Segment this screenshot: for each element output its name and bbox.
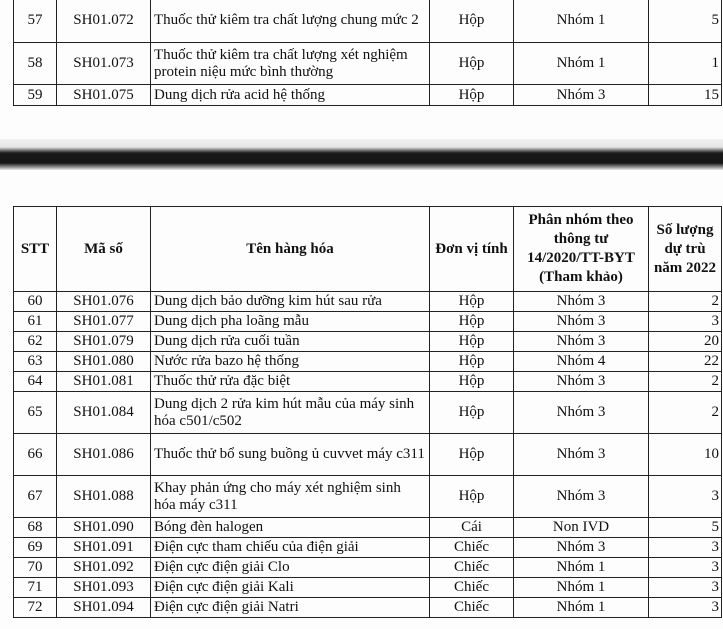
- name-cell: Dung dịch rửa cuối tuần: [151, 332, 430, 352]
- code-cell: SH01.072: [57, 0, 151, 43]
- unit-cell: Hộp: [430, 434, 514, 476]
- name-cell: Khay phản ứng cho máy xét nghiệm sinh hóa máy c311: [151, 476, 430, 518]
- group-cell: Nhóm 3: [514, 476, 649, 518]
- header-code: Mã số: [57, 207, 151, 292]
- stt-cell: 64: [14, 372, 57, 392]
- name-cell: Điện cực điện giải Kali: [151, 578, 430, 598]
- table-row: [14, 292, 722, 312]
- qty-cell: 1: [649, 43, 722, 85]
- group-cell: Nhóm 1: [514, 0, 649, 43]
- qty-cell: 10: [649, 434, 722, 476]
- table-row: [14, 85, 722, 106]
- name-cell: Dung dịch 2 rửa kim hút mẫu của máy sinh hóa c501/c502: [151, 392, 430, 434]
- code-cell: SH01.093: [57, 578, 151, 598]
- page-break-divider: [0, 139, 723, 170]
- stt-cell: 61: [14, 312, 57, 332]
- qty-cell: 22: [649, 352, 722, 372]
- stt-cell: 66: [14, 434, 57, 476]
- qty-cell: 15: [649, 85, 722, 106]
- unit-cell: Hộp: [430, 0, 514, 43]
- stt-cell: 67: [14, 476, 57, 518]
- unit-cell: Hộp: [430, 352, 514, 372]
- code-cell: SH01.080: [57, 352, 151, 372]
- name-cell: Nước rửa bazo hệ thống: [151, 352, 430, 372]
- qty-cell: 3: [649, 538, 722, 558]
- table-row: [14, 434, 722, 476]
- group-cell: Nhóm 3: [514, 292, 649, 312]
- qty-cell: 5: [649, 0, 722, 43]
- unit-cell: Hộp: [430, 392, 514, 434]
- name-cell: Dung dịch rửa acid hệ thống: [151, 85, 430, 106]
- stt-cell: 72: [14, 598, 57, 618]
- name-cell: Thuốc thử bổ sung buồng ủ cuvvet máy c311: [151, 434, 430, 476]
- code-cell: SH01.091: [57, 538, 151, 558]
- unit-cell: Hộp: [430, 292, 514, 312]
- code-cell: SH01.090: [57, 518, 151, 538]
- group-cell: Nhóm 3: [514, 538, 649, 558]
- name-cell: Thuốc thử rửa đặc biệt: [151, 372, 430, 392]
- stt-cell: 59: [14, 85, 57, 106]
- header-unit: Đơn vị tính: [430, 207, 514, 292]
- table-row: [14, 43, 722, 85]
- unit-cell: Hộp: [430, 85, 514, 106]
- qty-cell: 3: [649, 476, 722, 518]
- header-group: Phân nhóm theo thông tư 14/2020/TT-BYT (Tham khảo): [514, 207, 649, 292]
- table-header-row: [14, 207, 722, 292]
- top-continuation-table: [13, 0, 722, 106]
- stt-cell: 68: [14, 518, 57, 538]
- name-cell: Dung dịch pha loãng mẫu: [151, 312, 430, 332]
- qty-cell: 3: [649, 312, 722, 332]
- code-cell: SH01.075: [57, 85, 151, 106]
- qty-cell: 2: [649, 392, 722, 434]
- stt-cell: 63: [14, 352, 57, 372]
- table-row: [14, 392, 722, 434]
- stt-cell: 69: [14, 538, 57, 558]
- group-cell: Non IVD: [514, 518, 649, 538]
- table-row: [14, 518, 722, 538]
- table-row: [14, 312, 722, 332]
- page-top-section: [0, 0, 723, 139]
- unit-cell: Hộp: [430, 476, 514, 518]
- group-cell: Nhóm 3: [514, 434, 649, 476]
- group-cell: Nhóm 3: [514, 85, 649, 106]
- name-cell: Điện cực điện giải Clo: [151, 558, 430, 578]
- unit-cell: Hộp: [430, 372, 514, 392]
- group-cell: Nhóm 3: [514, 392, 649, 434]
- group-cell: Nhóm 3: [514, 372, 649, 392]
- qty-cell: 5: [649, 518, 722, 538]
- header-name: Tên hàng hóa: [151, 207, 430, 292]
- code-cell: SH01.081: [57, 372, 151, 392]
- code-cell: SH01.076: [57, 292, 151, 312]
- code-cell: SH01.084: [57, 392, 151, 434]
- table-row: [14, 538, 722, 558]
- table-row: [14, 0, 722, 43]
- unit-cell: Hộp: [430, 332, 514, 352]
- group-cell: Nhóm 1: [514, 598, 649, 618]
- unit-cell: Hộp: [430, 312, 514, 332]
- qty-cell: 2: [649, 292, 722, 312]
- header-stt: STT: [14, 207, 57, 292]
- goods-table: [13, 206, 722, 618]
- table-row: [14, 578, 722, 598]
- unit-cell: Cái: [430, 518, 514, 538]
- qty-cell: 3: [649, 598, 722, 618]
- stt-cell: 62: [14, 332, 57, 352]
- unit-cell: Chiếc: [430, 538, 514, 558]
- stt-cell: 60: [14, 292, 57, 312]
- code-cell: SH01.092: [57, 558, 151, 578]
- name-cell: Thuốc thử kiêm tra chất lượng xét nghiệm protein niệu mức bình thường: [151, 43, 430, 85]
- group-cell: Nhóm 1: [514, 43, 649, 85]
- name-cell: Dung dịch bảo dưỡng kim hút sau rửa: [151, 292, 430, 312]
- code-cell: SH01.094: [57, 598, 151, 618]
- group-cell: Nhóm 3: [514, 332, 649, 352]
- code-cell: SH01.077: [57, 312, 151, 332]
- unit-cell: Hộp: [430, 43, 514, 85]
- code-cell: SH01.079: [57, 332, 151, 352]
- table-row: [14, 476, 722, 518]
- code-cell: SH01.088: [57, 476, 151, 518]
- unit-cell: Chiếc: [430, 578, 514, 598]
- table-row: [14, 558, 722, 578]
- name-cell: Thuốc thử kiêm tra chất lượng chung mức 2: [151, 0, 430, 43]
- stt-cell: 65: [14, 392, 57, 434]
- table-row: [14, 352, 722, 372]
- code-cell: SH01.086: [57, 434, 151, 476]
- unit-cell: Chiếc: [430, 598, 514, 618]
- table-row: [14, 372, 722, 392]
- header-qty: Số lượng dự trù năm 2022: [649, 207, 722, 292]
- group-cell: Nhóm 1: [514, 578, 649, 598]
- stt-cell: 70: [14, 558, 57, 578]
- stt-cell: 57: [14, 0, 57, 43]
- table-row: [14, 598, 722, 618]
- qty-cell: 3: [649, 578, 722, 598]
- stt-cell: 58: [14, 43, 57, 85]
- group-cell: Nhóm 3: [514, 312, 649, 332]
- unit-cell: Chiếc: [430, 558, 514, 578]
- group-cell: Nhóm 1: [514, 558, 649, 578]
- qty-cell: 20: [649, 332, 722, 352]
- group-cell: Nhóm 4: [514, 352, 649, 372]
- name-cell: Điện cực tham chiếu của điện giải: [151, 538, 430, 558]
- qty-cell: 2: [649, 372, 722, 392]
- table-row: [14, 332, 722, 352]
- stt-cell: 71: [14, 578, 57, 598]
- code-cell: SH01.073: [57, 43, 151, 85]
- name-cell: Bóng đèn halogen: [151, 518, 430, 538]
- name-cell: Điện cực điện giải Natri: [151, 598, 430, 618]
- qty-cell: 3: [649, 558, 722, 578]
